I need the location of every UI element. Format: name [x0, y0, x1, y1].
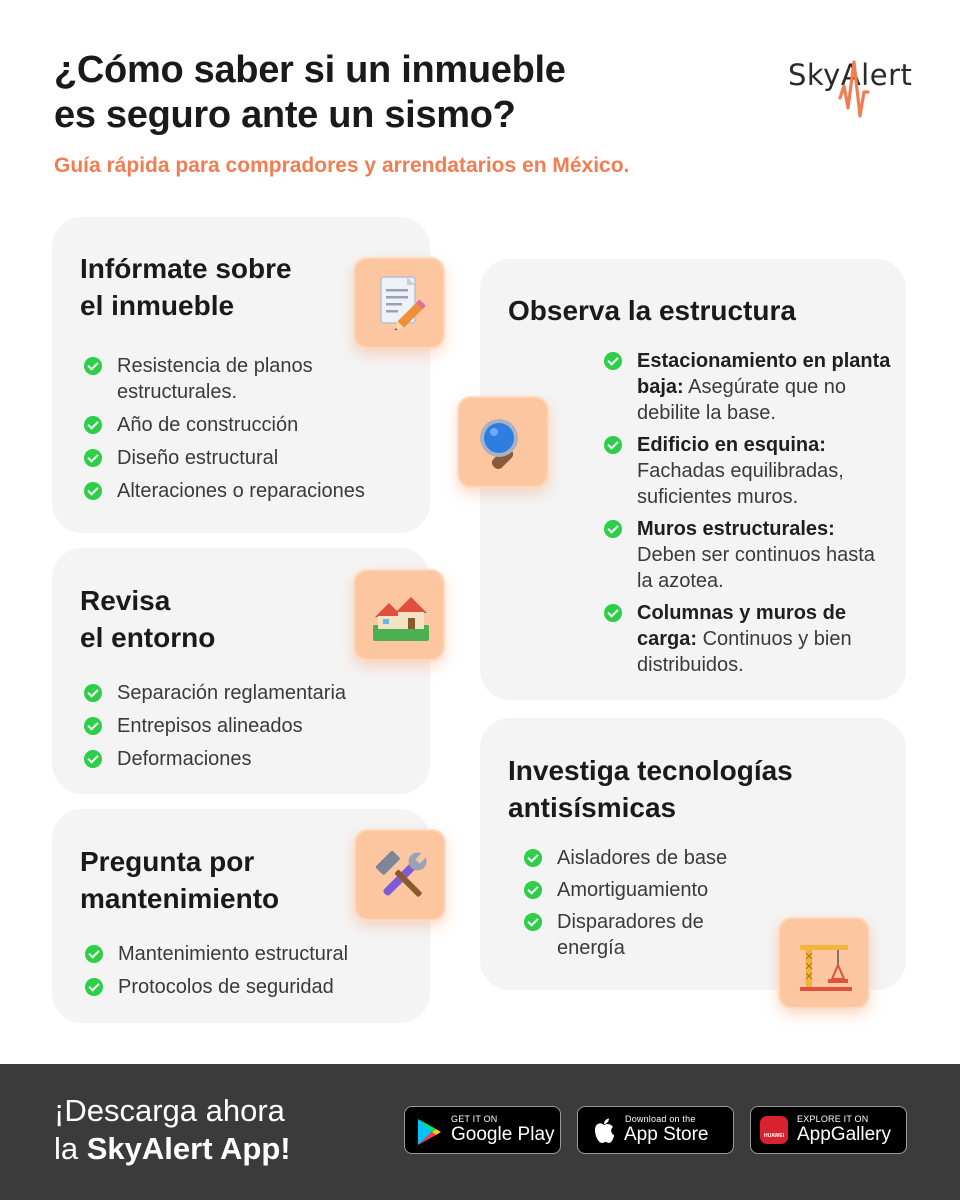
check-icon	[84, 482, 102, 500]
list-item: Protocolos de seguridad	[85, 974, 415, 1000]
app-store-button[interactable]	[577, 1106, 734, 1154]
houses-icon	[353, 569, 445, 661]
card-title: Revisa el entorno	[80, 585, 216, 653]
list-item: Alteraciones o reparaciones	[84, 478, 414, 504]
list-item: Estacionamiento en planta baja: Asegúrate que no debilite la base.	[604, 348, 894, 426]
page-title	[54, 48, 694, 138]
check-icon	[85, 945, 103, 963]
store-small-label: GET IT ON	[451, 1114, 498, 1124]
list-item: Mantenimiento estructural	[85, 941, 415, 967]
store-small-label: Download on the	[625, 1114, 696, 1124]
check-icon	[524, 881, 542, 899]
card-title: Infórmate sobre el inmueble	[80, 253, 292, 321]
check-icon	[84, 449, 102, 467]
check-icon	[604, 436, 622, 454]
checklist	[84, 680, 414, 772]
checklist	[85, 941, 415, 1000]
checklist	[84, 353, 414, 504]
magnifier-icon	[457, 396, 549, 488]
list-item: Año de construcción	[84, 412, 414, 438]
check-icon	[84, 684, 102, 702]
check-icon	[604, 352, 622, 370]
appgallery-button[interactable]	[750, 1106, 907, 1154]
download-cta: ¡Descarga ahora la SkyAlert App!	[54, 1093, 291, 1166]
check-icon	[84, 750, 102, 768]
store-label: App Store	[624, 1124, 709, 1145]
list-item: Columnas y muros de carga: Continuos y bien distribuidos.	[604, 600, 894, 678]
huawei-icon	[760, 1116, 788, 1144]
logo-text: SkyAlert	[788, 58, 913, 92]
title-line-1: ¿Cómo saber si un inmueble	[54, 49, 566, 91]
check-icon	[524, 913, 542, 931]
check-icon	[604, 604, 622, 622]
page-subtitle: Guía rápida para compradores y arrendatarios en México.	[54, 154, 630, 177]
title-line-2: es seguro ante un sismo?	[54, 94, 516, 136]
apple-icon	[592, 1117, 616, 1145]
check-icon	[84, 357, 102, 375]
card-title: Observa la estructura	[508, 295, 796, 326]
check-icon	[84, 717, 102, 735]
pulse-icon	[788, 52, 918, 122]
google-play-icon	[415, 1117, 443, 1147]
construction-crane-icon	[778, 917, 870, 1009]
list-item: Disparadores de energía	[524, 909, 744, 961]
list-item: Aisladores de base	[524, 845, 744, 871]
list-item: Separación reglamentaria	[84, 680, 414, 706]
checklist	[604, 348, 894, 678]
check-icon	[604, 520, 622, 538]
list-item: Muros estructurales: Deben ser continuos hasta la azotea.	[604, 516, 894, 594]
document-pencil-icon	[353, 257, 445, 349]
card-title: Pregunta por mantenimiento	[80, 846, 280, 914]
check-icon	[84, 416, 102, 434]
huawei-badge-text: HUAWEI	[764, 1133, 784, 1139]
store-small-label: EXPLORE IT ON	[797, 1114, 869, 1124]
list-item: Deformaciones	[84, 746, 414, 772]
list-item: Edificio en esquina: Fachadas equilibradas, suficientes muros.	[604, 432, 894, 510]
list-item: Entrepisos alineados	[84, 713, 414, 739]
tools-icon	[354, 829, 446, 921]
skyalert-logo	[788, 52, 918, 122]
list-item: Amortiguamiento	[524, 877, 744, 903]
check-icon	[524, 849, 542, 867]
google-play-button[interactable]	[404, 1106, 561, 1154]
list-item: Diseño estructural	[84, 445, 414, 471]
footer-bar	[0, 1064, 960, 1200]
checklist	[524, 845, 744, 961]
card-title: Investiga tecnologías antisísmicas	[508, 755, 793, 823]
store-label: AppGallery	[797, 1124, 891, 1145]
store-label: Google Play	[451, 1124, 555, 1145]
check-icon	[85, 978, 103, 996]
list-item: Resistencia de planos estructurales.	[84, 353, 414, 405]
